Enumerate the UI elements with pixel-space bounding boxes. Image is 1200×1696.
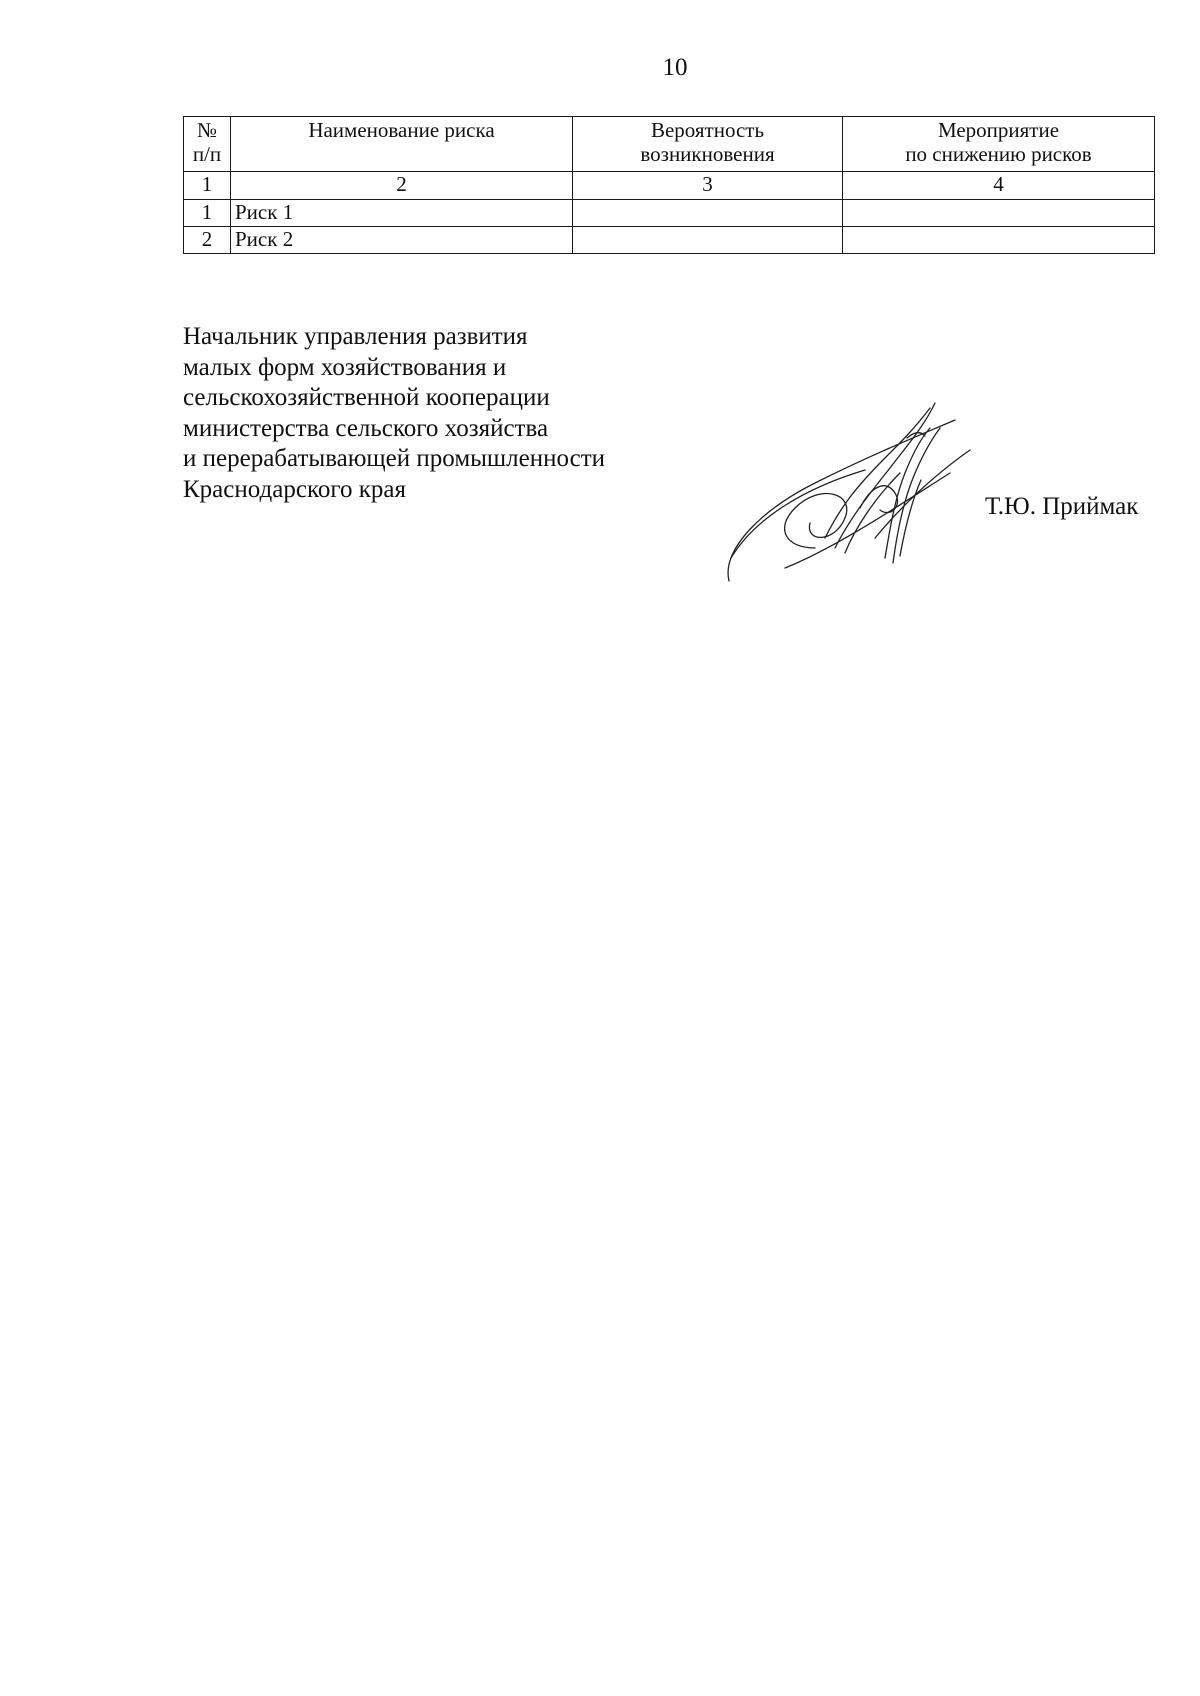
signer-position-line: малых форм хозяйствования и xyxy=(183,353,507,381)
header-probability-line2: возникновения xyxy=(640,142,775,166)
header-risk-name-line1: Наименование риска xyxy=(308,118,495,142)
header-measure-line2: по снижению рисков xyxy=(905,142,1092,166)
row-number: 1 xyxy=(184,200,231,227)
handwritten-signature xyxy=(725,398,975,588)
header-probability-line1: Вероятность xyxy=(650,118,765,142)
column-number: 1 xyxy=(184,172,231,200)
probability-cell xyxy=(573,200,843,227)
page-number xyxy=(0,54,1200,82)
column-number-row xyxy=(184,172,1155,200)
table-row xyxy=(184,200,1155,227)
measure-cell xyxy=(843,227,1155,254)
signer-position-line: и перерабатывающей промышленности xyxy=(183,445,606,473)
header-number-line1: № xyxy=(196,118,218,142)
risk-name-cell: Риск 1 xyxy=(231,200,573,227)
header-measure-line1: Мероприятие xyxy=(937,118,1060,142)
header-measure xyxy=(843,117,1155,172)
probability-cell xyxy=(573,227,843,254)
header-number xyxy=(184,117,231,172)
signer-position-line: Краснодарского края xyxy=(183,475,406,503)
table-row xyxy=(184,227,1155,254)
table-header-row xyxy=(184,117,1155,172)
risk-table xyxy=(183,116,1155,254)
header-number-line2: п/п xyxy=(192,142,222,166)
header-probability xyxy=(573,117,843,172)
signer-position-line: министерства сельского хозяйства xyxy=(183,414,549,442)
measure-cell xyxy=(843,200,1155,227)
signer-position-line: Начальник управления развития xyxy=(183,323,528,350)
header-risk-name xyxy=(231,117,573,172)
risk-name-cell: Риск 2 xyxy=(231,227,573,254)
page-number-text: 10 xyxy=(662,54,688,81)
row-number: 2 xyxy=(184,227,231,254)
signer-name: Т.Ю. Приймак xyxy=(985,493,1139,520)
signer-position xyxy=(183,322,605,506)
column-number: 3 xyxy=(573,172,843,200)
signer-position-line: сельскохозяйственной кооперации xyxy=(183,384,550,412)
column-number: 4 xyxy=(843,172,1155,200)
column-number: 2 xyxy=(231,172,573,200)
